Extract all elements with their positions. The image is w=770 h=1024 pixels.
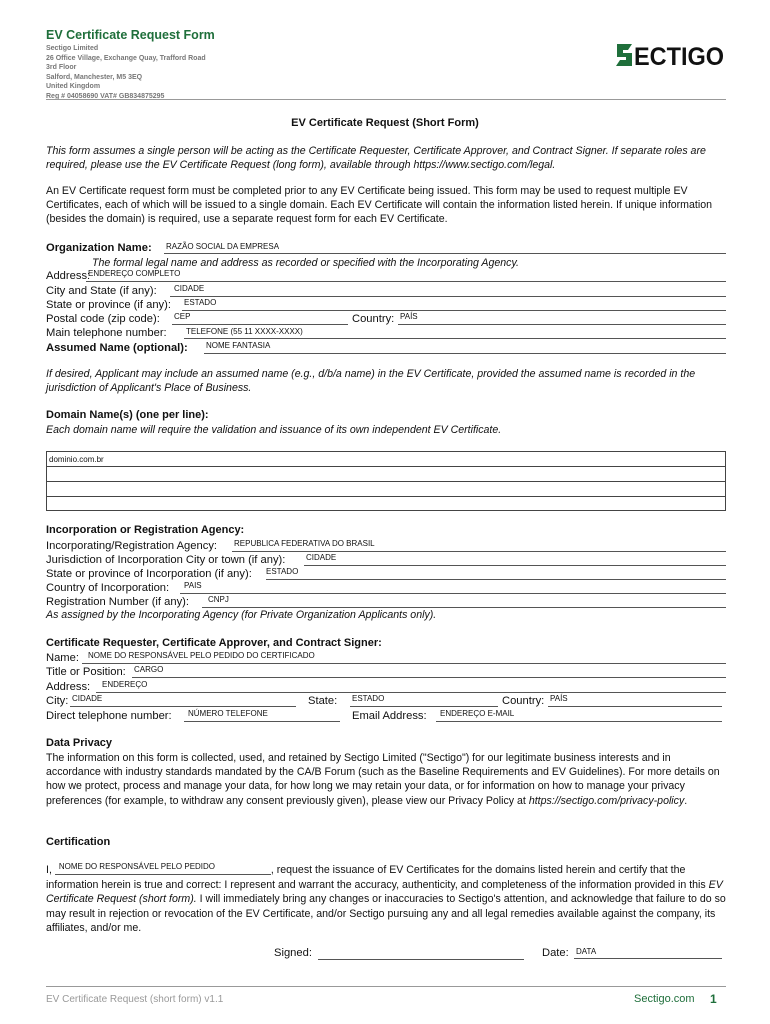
- req-address-label: Address:: [46, 681, 91, 693]
- document-title: EV Certificate Request (Short Form): [291, 117, 479, 129]
- postal-value: CEP: [174, 312, 191, 321]
- inc-state-row: [46, 567, 726, 581]
- juris-label: Jurisdiction of Incorporation City or town (if any):: [46, 554, 286, 566]
- domain-row[interactable]: [47, 452, 725, 467]
- country-label: Country:: [352, 313, 395, 325]
- agency-row: [46, 539, 726, 553]
- req-phone-field[interactable]: [184, 709, 340, 722]
- cert-text-a: , request the issuance of EV Certificates for the domains listed herein and certify that the information herein is true and correct: I represent and warrant the accuracy, authenticity, and completeness of the information provided in this: [46, 864, 709, 891]
- cert-name-field[interactable]: [55, 863, 271, 875]
- phone-label: Main telephone number:: [46, 327, 167, 339]
- org-name-note: The formal legal name and address as recorded or specified with the Incorporating Agency.: [92, 257, 519, 269]
- date-field[interactable]: [574, 946, 722, 959]
- domain-row[interactable]: [47, 497, 725, 512]
- intro-italic: This form assumes a single person will be acting as the Certificate Requester, Certificate Approver, and Contract Signer. If separate roles are required, please use the EV Certificate Request (long form), available through https://www.sectigo.com/legal.: [46, 145, 706, 172]
- footer-site-link[interactable]: Sectigo.com: [634, 993, 695, 1005]
- sectigo-logo: [614, 40, 726, 70]
- regnum-row: [46, 595, 726, 609]
- req-title-row: [46, 665, 726, 679]
- req-city-field[interactable]: [70, 694, 296, 707]
- assumed-label: Assumed Name (optional):: [46, 342, 188, 354]
- req-email-field[interactable]: [436, 709, 722, 722]
- regnum-value: CNPJ: [208, 595, 229, 604]
- juris-field[interactable]: [304, 553, 726, 566]
- req-address-value: ENDEREÇO: [102, 680, 148, 689]
- state-value: ESTADO: [184, 298, 217, 307]
- form-title: EV Certificate Request Form: [46, 28, 215, 42]
- company-address: [46, 44, 206, 102]
- signed-label: Signed:: [274, 947, 312, 959]
- req-state-value: ESTADO: [352, 694, 385, 703]
- address-line: United Kingdom: [46, 83, 101, 91]
- certification-heading: Certification: [46, 836, 111, 848]
- assumed-field[interactable]: [204, 341, 726, 354]
- assumed-note: If desired, Applicant may include an assumed name (e.g., d/b/a name) in the EV Certificate, provided the assumed name is recorded in the jurisdiction of Applicant's Place of Business.: [46, 368, 696, 395]
- inc-country-row: [46, 581, 726, 595]
- city-row: [46, 284, 726, 298]
- domain-list: [46, 451, 726, 511]
- req-name-row: [46, 651, 726, 665]
- address-field[interactable]: [86, 269, 726, 282]
- req-title-value: CARGO: [134, 665, 164, 674]
- req-city-row: [46, 694, 726, 708]
- agency-note: As assigned by the Incorporating Agency (for Private Organization Applicants only).: [46, 609, 437, 621]
- org-name-label: Organization Name:: [46, 242, 152, 254]
- postal-field[interactable]: [172, 312, 348, 325]
- header-divider: [46, 99, 726, 100]
- org-name-field[interactable]: [164, 241, 726, 254]
- req-email-label: Email Address:: [352, 710, 427, 722]
- privacy-text: [46, 751, 726, 808]
- org-name-value: RAZÃO SOCIAL DA EMPRESA: [166, 242, 280, 251]
- privacy-main: The information on this form is collected, used, and retained by Sectigo Limited ("Sectigo") for our legitimate business interests and in accordance with industry standards mandated by the CA/B Forum (such as the Baseline Requirements and EV Guidelines). For more details on how we protect, process and manage your data, for how long we may retain your data, or for information on how to manage your privacy preferences (for example, to withdraw any consent previously given), please view our Privacy Policy at: [46, 752, 720, 807]
- inc-country-field[interactable]: [180, 581, 726, 594]
- inc-state-field[interactable]: [266, 567, 726, 580]
- sectigo-s-logo-icon: [616, 44, 632, 66]
- logo-text: ECTIGO: [634, 43, 724, 70]
- req-phone-label: Direct telephone number:: [46, 710, 172, 722]
- req-state-label: State:: [308, 695, 338, 707]
- footer-divider: [46, 986, 726, 987]
- domain-row[interactable]: [47, 467, 725, 482]
- agency-heading: Incorporation or Registration Agency:: [46, 524, 245, 536]
- state-field[interactable]: [182, 298, 726, 311]
- req-name-field[interactable]: [82, 651, 726, 664]
- req-phone-value: NÚMERO TELEFONE: [188, 709, 268, 718]
- req-city-label: City:: [46, 695, 69, 707]
- state-label: State or province (if any):: [46, 299, 171, 311]
- req-title-label: Title or Position:: [46, 666, 126, 678]
- privacy-policy-link[interactable]: https://sectigo.com/privacy-policy: [528, 794, 685, 807]
- address-line: Sectigo Limited: [46, 45, 99, 52]
- country-field[interactable]: [398, 312, 726, 325]
- cert-prefix: I,: [46, 864, 55, 876]
- req-state-field[interactable]: [350, 694, 498, 707]
- assumed-row: [46, 341, 726, 355]
- req-city-value: CIDADE: [72, 694, 103, 703]
- signature-field[interactable]: [318, 947, 524, 960]
- req-name-value: NOME DO RESPONSÁVEL PELO PEDIDO DO CERTIFICADO: [88, 651, 315, 660]
- address-value: ENDEREÇO COMPLETO: [88, 269, 181, 278]
- domain-value: dominio.com.br: [49, 455, 104, 464]
- address-line: 3rd Floor: [46, 64, 77, 72]
- domains-note: Each domain name will require the validation and issuance of its own independent EV Certificate.: [46, 424, 502, 436]
- agency-value: REPUBLICA FEDERATIVA DO BRASIL: [234, 539, 375, 548]
- phone-row: [46, 326, 726, 340]
- page-number: 1: [710, 992, 717, 1006]
- date-value: DATA: [576, 947, 597, 956]
- address-row: [46, 269, 726, 283]
- privacy-heading: Data Privacy: [46, 737, 113, 749]
- req-title-field[interactable]: [132, 665, 726, 678]
- address-line: Salford, Manchester, M5 3EQ: [46, 73, 143, 81]
- phone-field[interactable]: [184, 326, 726, 339]
- address-line: Reg # 04058690 VAT# GB834875295: [46, 92, 165, 100]
- agency-label: Incorporating/Registration Agency:: [46, 540, 218, 552]
- city-value: CIDADE: [174, 284, 205, 293]
- req-country-label: Country:: [502, 695, 545, 707]
- footer-version: EV Certificate Request (short form) v1.1: [46, 994, 224, 1005]
- req-address-row: [46, 680, 726, 694]
- address-label: Address:: [46, 270, 91, 282]
- address-line: 26 Office Village, Exchange Quay, Trafford Road: [46, 54, 206, 62]
- state-row: [46, 298, 726, 312]
- inc-state-label: State or province of Incorporation (if any):: [46, 568, 252, 580]
- date-label: Date:: [542, 947, 569, 959]
- privacy-end: .: [684, 794, 688, 807]
- org-name-row: [46, 241, 726, 255]
- req-email-value: ENDEREÇO E-MAIL: [440, 709, 515, 718]
- cert-text-italic: EV Certificate Request (short form).: [46, 878, 723, 906]
- regnum-label: Registration Number (if any):: [46, 596, 190, 608]
- inc-state-value: ESTADO: [266, 567, 299, 576]
- country-value: PAÍS: [400, 312, 418, 321]
- postal-row: [46, 312, 726, 326]
- cert-text-b: I will immediately bring any changes or inaccuracies to Sectigo's attention, and acknowledge that failure to do so may result in rejection or revocation of the EV Certificate, and/or Sectigo pursuing any and all legal remedies available against the company, its affiliates, and/or me.: [46, 893, 726, 935]
- requester-heading: Certificate Requester, Certificate Approver, and Contract Signer:: [46, 637, 382, 649]
- req-name-label: Name:: [46, 652, 79, 664]
- req-country-field[interactable]: [548, 694, 722, 707]
- cert-name-value: NOME DO RESPONSÁVEL PELO PEDIDO: [58, 862, 216, 871]
- agency-field[interactable]: [232, 539, 726, 552]
- req-phone-row: [46, 709, 726, 723]
- phone-value: TELEFONE (55 11 XXXX-XXXX): [186, 327, 303, 336]
- inc-country-label: Country of Incorporation:: [46, 582, 170, 594]
- city-label: City and State (if any):: [46, 285, 157, 297]
- req-address-field[interactable]: [96, 680, 726, 693]
- certification-text: [46, 863, 726, 936]
- req-country-value: PAÍS: [550, 694, 568, 703]
- domain-row[interactable]: [47, 482, 725, 497]
- regnum-field[interactable]: [202, 595, 726, 608]
- domains-heading: Domain Name(s) (one per line):: [46, 409, 209, 421]
- postal-label: Postal code (zip code):: [46, 313, 160, 325]
- juris-value: CIDADE: [306, 553, 337, 562]
- inc-country-value: PAIS: [184, 581, 202, 590]
- intro-paragraph: An EV Certificate request form must be completed prior to any EV Certificate being issued. This form may be used to request multiple EV Certificates, each of which will be issued to a single domain. Each EV Certificate will contain the information listed herein. If unique information (besides the domain) is required, use a separate request form for each EV Certificate.: [46, 185, 712, 226]
- assumed-value: NOME FANTASIA: [206, 341, 271, 350]
- juris-row: [46, 553, 726, 567]
- city-field[interactable]: [170, 284, 726, 297]
